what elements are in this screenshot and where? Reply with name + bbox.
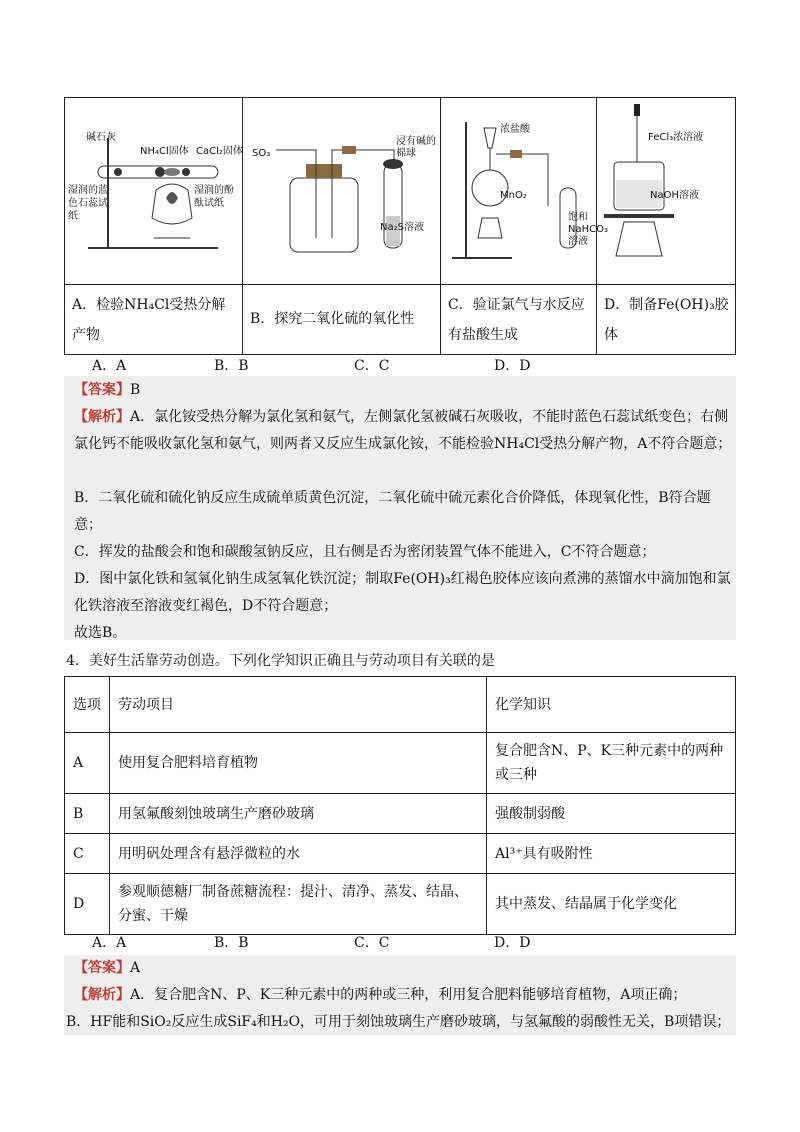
label-na2s: Na₂S溶液 [380, 222, 424, 233]
q4-stem: 4．美好生活靠劳动创造。下列化学知识正确且与劳动项目有关联的是 [66, 653, 495, 669]
q4-table [64, 676, 736, 935]
table-cell: 使用复合肥料培育植物 [110, 733, 487, 794]
table-cell: Al³⁺具有吸附性 [487, 834, 736, 874]
experiment-table [64, 97, 736, 355]
label-hcl: 浓盐酸 [500, 124, 530, 135]
answer-value: A [130, 960, 141, 976]
answer-value: B [130, 382, 141, 398]
label-so3: SO₃ [252, 148, 271, 159]
table-cell: C [65, 834, 110, 874]
caption-c: C．验证氯气与水反应有盐酸生成 [448, 297, 585, 343]
q3-option-c: C．C [354, 358, 390, 374]
q3-analysis-c: C．挥发的盐酸会和饱和碳酸氢钠反应，且右侧是否为密闭装置气体不能进入，C不符合题意； [74, 544, 656, 560]
q4-option-c: C．C [354, 935, 390, 951]
label-blue-paper: 湿润的蓝色石蕊试纸 [68, 185, 108, 222]
table-cell: A [65, 733, 110, 794]
diagram-c-chlorine-water [442, 98, 608, 284]
table-row [65, 874, 736, 935]
label-cotton: 浸有碱的棉球 [396, 136, 436, 159]
q3-answer [74, 377, 734, 404]
label-cacl2: CaCl₂固体 [196, 146, 243, 157]
q3-analysis-b: B．二氧化硫和硫化钠反应生成硫单质黄色沉淀，二氧化硫中硫元素化合价降低，体现氧化性，B符合题意； [74, 490, 711, 533]
q3-analysis-a [74, 404, 734, 458]
q3-option-a: A．A [92, 358, 127, 374]
table-border [735, 98, 736, 354]
table-header-row [65, 677, 736, 733]
table-divider [242, 98, 243, 354]
q4-analysis-a [74, 982, 734, 1009]
caption-b: B．探究二氧化硫的氧化性 [250, 311, 415, 327]
answer-label: 【答案】 [74, 382, 130, 398]
table-cell: 用氢氟酸刻蚀玻璃生产磨砂玻璃 [110, 794, 487, 834]
label-soda-lime: 碱石灰 [86, 132, 116, 143]
analysis-text: A．复合肥含N、P、K三种元素中的两种或三种，利用复合肥料能够培育植物，A项正确； [130, 987, 687, 1003]
q3-analysis-d: D．图中氯化铁和氢氧化钠生成氢氧化铁沉淀；制取Fe(OH)₃红褐色胶体应该向煮沸的蒸馏水中滴加饱和氯化铁溶液至溶液变红褐色，D不符合题意； [74, 571, 731, 614]
table-divider [440, 98, 441, 354]
table-cell: 参观顺德糖厂制备蔗糖流程：提汁、清净、蒸发、结晶、分蜜、干燥 [110, 874, 487, 935]
table-border [64, 98, 65, 354]
caption-d: D．制备Fe(OH)₃胶体 [604, 297, 729, 343]
table-cell: B [65, 794, 110, 834]
analysis-text: A．氯化铵受热分解为氯化氢和氨气，左侧氯化氢被碱石灰吸收，不能时蓝色石蕊试纸变色；右侧氯化钙不能吸收氯化氢和氨气，则两者又反应生成氯化铵，不能检验NH₄Cl受热分解产物，A不符合题意； [74, 409, 732, 452]
label-naoh: NaOH溶液 [650, 190, 699, 201]
analysis-label: 【解析】 [74, 987, 130, 1003]
q4-option-a: A．A [92, 935, 127, 951]
q3-option-b: B．B [214, 358, 249, 374]
label-nahco3: 饱和NaHCO₃溶液 [568, 212, 608, 247]
header-option: 选项 [65, 677, 110, 733]
table-cell: 复合肥含N、P、K三种元素中的两种或三种 [487, 733, 736, 794]
q3-option-d: D．D [494, 358, 531, 374]
answer-label: 【答案】 [74, 960, 130, 976]
table-row [65, 733, 736, 794]
table-cell: D [65, 874, 110, 935]
table-row [65, 794, 736, 834]
caption-a: A．检验NH₄Cl受热分解产物 [72, 297, 226, 343]
q4-analysis-b: B．HF能和SiO₂反应生成SiF₄和H₂O，可用于刻蚀玻璃生产磨砂玻璃，与氢氟酸的弱酸性无关，B项错误； [66, 1014, 731, 1030]
q3-analysis-conclusion: 故选B。 [74, 625, 127, 641]
q4-option-d: D．D [494, 935, 531, 951]
table-row-divider [64, 284, 736, 285]
header-chemistry-knowledge: 化学知识 [487, 677, 736, 733]
label-phenol-paper: 湿润的酚酞试纸 [194, 185, 234, 209]
analysis-label: 【解析】 [74, 409, 130, 425]
q4-option-b: B．B [214, 935, 249, 951]
diagram-d-fe-oh3-colloid [598, 98, 734, 284]
header-labor-project: 劳动项目 [110, 677, 487, 733]
q4-answer [74, 955, 734, 982]
label-fecl3: FeCl₃浓溶液 [648, 132, 704, 143]
table-cell: 其中蒸发、结晶属于化学变化 [487, 874, 736, 935]
label-mno2: MnO₂ [500, 190, 527, 201]
diagram-b-so2-oxidation [246, 98, 438, 284]
table-cell: 用明矾处理含有悬浮微粒的水 [110, 834, 487, 874]
table-cell: 强酸制弱酸 [487, 794, 736, 834]
diagram-a-nh4cl-decomposition [68, 98, 243, 284]
label-nh4cl: NH₄Cl固体 [140, 146, 189, 157]
table-row [65, 834, 736, 874]
